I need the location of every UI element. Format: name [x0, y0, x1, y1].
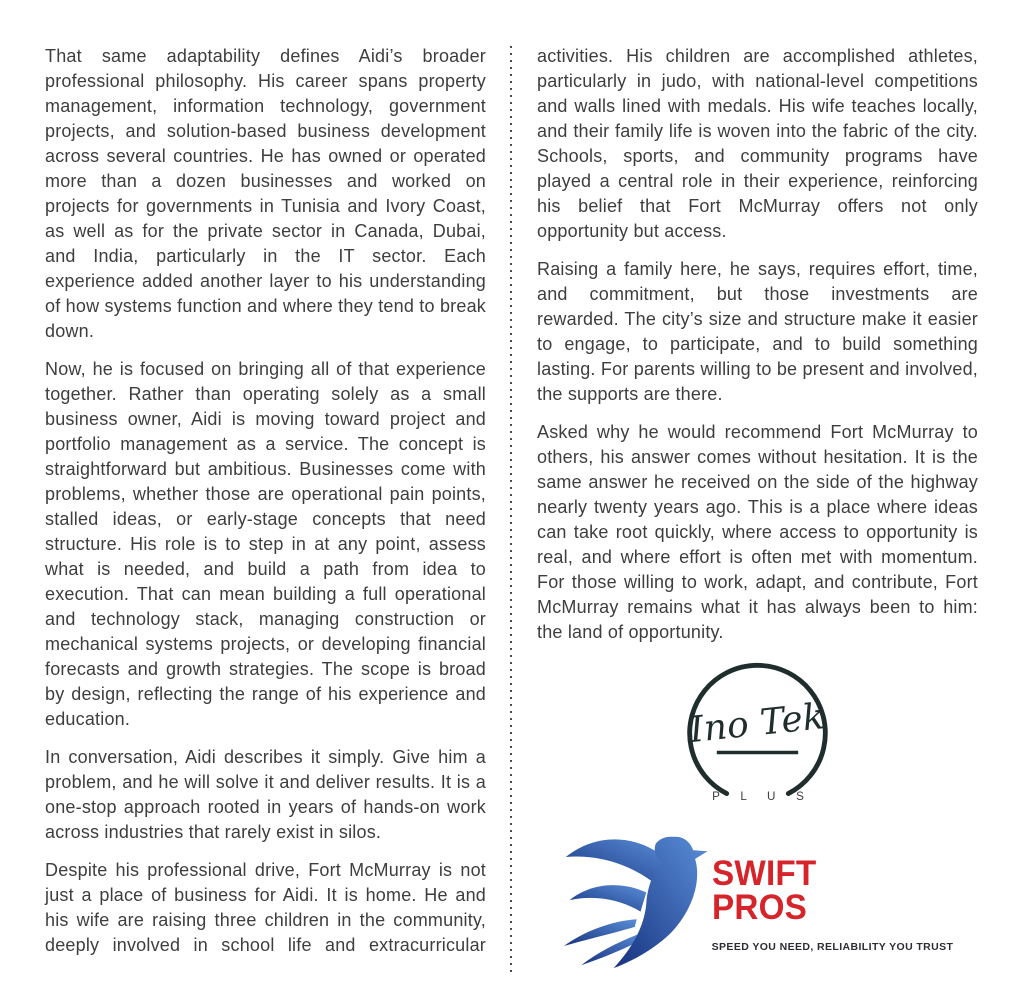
swift-title-line2: PROS — [711, 887, 807, 927]
inotek-plus-text: P L U S — [712, 789, 813, 803]
inotek-plus-logo — [680, 658, 835, 823]
left-column — [45, 44, 486, 976]
bird-silhouette — [564, 837, 708, 968]
swift-pros-logo — [562, 831, 954, 973]
paragraph: Raising a family here, he says, requires effort, time, and commitment, but those investments are rewarded. The city’s size and structure make it easier to engage, to participate, and to build something lasting. For parents willing to be present and involved, the supports are there. — [537, 259, 978, 404]
paragraph: In conversation, Aidi describes it simply. Give him a problem, and he will solve it and deliver results. It is a one-stop approach rooted in years of hands-on work across industries that rarely exist in silos. — [45, 747, 486, 842]
swift-title-line1: SWIFT — [711, 854, 816, 893]
sponsor-logos — [537, 658, 978, 973]
column-divider — [510, 46, 512, 976]
swift-pros-wordmark — [711, 854, 954, 960]
swift-bird-icon — [562, 831, 720, 973]
paragraph: Despite his professional drive, Fort McMurray is not just a place of business for Aidi. It is home. He and his wife are raising three children in the community, deeply involved in school life and extracurricular — [45, 860, 486, 955]
paragraph: activities. His children are accomplished athletes, particularly in judo, with national-level competitions and walls lined with medals. His wife teaches locally, and their family life is woven into the fabric of the city. Schools, sports, and community programs have played a central role in their experience, reinforcing his belief that Fort McMurray offers not only opportunity but access. — [537, 46, 978, 241]
swift-tagline: SPEED YOU NEED, RELIABILITY YOU TRUST — [711, 941, 954, 954]
right-column — [537, 44, 978, 976]
paragraph: Asked why he would recommend Fort McMurray to others, his answer comes without hesitation. It is the same answer he received on the side of the highway nearly twenty years ago. This is a place where ideas can take root quickly, where access to opportunity is real, and where effort is often met with momentum. For those willing to work, adapt, and contribute, Fort McMurray remains what it has always been to him: the land of opportunity. — [537, 422, 978, 642]
paragraph: That same adaptability defines Aidi’s broader professional philosophy. His career spans property management, information technology, government projects, and solution-based business development across several countries. He has owned or operated more than a dozen businesses and worked on projects for governments in Tunisia and Ivory Coast, as well as for the private sector in Canada, Dubai, and India, particularly in the IT sector. Each experience added another layer to his understanding of how systems function and where they tend to break down. — [45, 46, 486, 341]
inotek-logo-icon — [680, 658, 835, 816]
inotek-script-text: Ino Tek — [687, 696, 827, 752]
paragraph: Now, he is focused on bringing all of that experience together. Rather than operating solely as a small business owner, Aidi is moving toward project and portfolio management as a service. The concept is straightforward but ambitious. Businesses come with problems, whether those are operational pain points, stalled ideas, or early-stage concepts that need structure. His role is to step in at any point, assess what is needed, and build a path from idea to execution. That can mean building a full operational and technology stack, managing construction or mechanical systems projects, or developing financial forecasts and growth strategies. The scope is broad by design, reflecting the range of his experience and education. — [45, 359, 486, 729]
